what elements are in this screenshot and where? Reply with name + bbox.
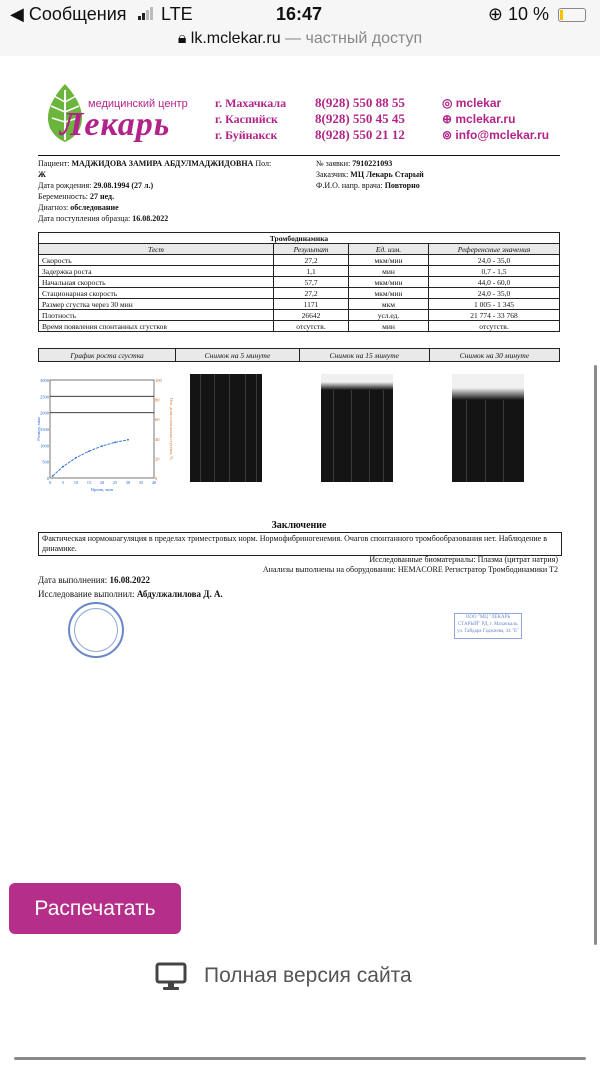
back-to-app-link[interactable]: ◀ Сообщения (10, 4, 127, 24)
phone-link[interactable]: 8(928) 550 45 45 (315, 111, 405, 126)
desktop-icon (155, 962, 187, 992)
lab-report (30, 78, 570, 638)
data-point (88, 450, 90, 452)
private-browsing-note: — частный доступ (280, 30, 423, 47)
result-value: 1,1 (274, 266, 349, 277)
order-customer: МЦ Лекарь Старый (350, 170, 424, 179)
test-name: Задержка роста (39, 266, 274, 277)
column-header: Тест (39, 244, 274, 255)
plot-area (50, 380, 154, 478)
patient-name: МАДЖИДОВА ЗАМИРА АБДУЛМАДЖИДОВНА (71, 159, 254, 168)
order-number: 7910221093 (352, 159, 393, 168)
x-tick-label: 40 (151, 480, 157, 485)
column-header: Референсные значения (429, 244, 560, 255)
y-tick-label: 1000 (40, 443, 49, 449)
logo-subtitle: медицинский центр (88, 98, 188, 110)
x-tick-label: 15 (86, 480, 92, 485)
column-header: Ед. изм. (349, 244, 429, 255)
y-tick-label: 3000 (40, 378, 49, 383)
completion-date-value: 16.08.2022 (109, 575, 151, 585)
reference-range: 24,0 - 35,0 (429, 288, 560, 299)
reference-range: 44,0 - 60,0 (429, 277, 560, 288)
lock-icon: 🔒︎ (177, 30, 187, 47)
table-row (39, 288, 560, 299)
data-point (114, 441, 116, 443)
label: № заявки: (316, 159, 353, 168)
table-row (39, 277, 560, 288)
clock: 16:47 (276, 4, 323, 24)
test-name: Скорость (39, 255, 274, 266)
y2-tick-label: 0 (155, 476, 158, 481)
patient-info (38, 158, 308, 224)
table-title: Тромбодинамика (39, 233, 560, 244)
column-header: Результат (274, 244, 349, 255)
snapshot-5-min (190, 374, 262, 482)
y-tick-label: 500 (42, 459, 49, 465)
print-button[interactable]: Распечатать (9, 883, 181, 934)
results-table (38, 232, 560, 332)
column-header: График роста сгустка (39, 349, 176, 362)
table-row (39, 266, 560, 277)
clinic-cities (215, 95, 286, 143)
label: Диагноз: (38, 203, 71, 212)
patient-pregnancy: 27 нед. (90, 192, 115, 201)
label: Ф.И.О. напр. врача: (316, 181, 385, 190)
reference-range: отсутств. (429, 321, 560, 332)
x-axis-label: Время, мин (90, 487, 114, 492)
patient-diagnosis: обследование (70, 203, 119, 212)
result-value: 1171 (274, 299, 349, 310)
data-point (62, 466, 64, 468)
test-name: Начальная скорость (39, 277, 274, 288)
data-point (52, 475, 54, 477)
unit: мин (349, 266, 429, 277)
result-value: отсутств. (274, 321, 349, 332)
url-bar[interactable] (0, 28, 600, 56)
test-name: Плотность (39, 310, 274, 321)
unit: мкм/мин (349, 255, 429, 266)
y2-tick-label: 100 (155, 378, 162, 383)
reference-range: 0,7 - 1,5 (429, 266, 560, 277)
clinic-phones (315, 95, 405, 143)
sample-received-date: 16.08.2022 (132, 214, 169, 223)
y2-tick-label: 40 (155, 436, 160, 442)
conclusion-text: Фактическая нормокоагуляция в пределах триместровых норм. Нормофибриногенемия. Очагов спонтанного тромбообразования нет. Наблюдение в динамике. (38, 532, 562, 556)
orientation-lock-icon: ⊕ (487, 4, 503, 24)
equipment: Анализы выполнены на оборудовании: HEMACORE Регистратор Тромбодинамики Т2 (262, 565, 558, 574)
column-header: Снимок на 5 минуте (176, 349, 299, 362)
result-value: 27,2 (274, 255, 349, 266)
city: г. Каспийск (215, 112, 278, 126)
label: Дата поступления образца: (38, 214, 133, 223)
reference-range: 21 774 - 33 768 (429, 310, 560, 321)
result-value: 26642 (274, 310, 349, 321)
analysis-details (263, 555, 558, 575)
patient-dob: 29.08.1994 (27 л.) (93, 181, 154, 190)
phone-link[interactable]: 8(928) 550 21 12 (315, 127, 405, 142)
test-name: Стационарная скорость (39, 288, 274, 299)
result-value: 27,2 (274, 288, 349, 299)
patient-sex: Ж (38, 170, 46, 179)
unit: усл.ед. (349, 310, 429, 321)
y2-tick-label: 20 (155, 456, 160, 462)
reference-range: 1 005 - 1 345 (429, 299, 560, 310)
round-stamp (68, 602, 124, 658)
clinic-contacts (442, 95, 549, 143)
column-header: Снимок на 30 минуте (429, 349, 559, 362)
label: Дата выполнения: (38, 575, 110, 585)
phone-link[interactable]: 8(928) 550 88 55 (315, 95, 405, 110)
x-tick-label: 10 (73, 480, 79, 485)
test-name: Время появления спонтанных сгустков (39, 321, 274, 332)
label: Заказчик: (316, 170, 351, 179)
table-row (39, 310, 560, 321)
city: г. Буйнакск (215, 128, 278, 142)
email-link[interactable]: ⊚ info@mclekar.ru (442, 128, 550, 142)
y2-axis-label: Отн. доля спонтанных сгустков, % (169, 398, 174, 460)
snapshot-15-min (321, 374, 393, 482)
column-header: Снимок на 15 минуте (299, 349, 429, 362)
x-tick-label: 35 (138, 480, 144, 485)
x-tick-label: 0 (48, 480, 52, 485)
x-tick-label: 30 (125, 480, 131, 485)
order-info (316, 158, 556, 191)
y2-tick-label: 80 (155, 397, 160, 403)
city: г. Махачкала (215, 96, 287, 110)
clot-growth-chart (36, 374, 176, 496)
referring-doctor: Повторно (384, 181, 420, 190)
performer-name: Абдулжалилова Д. А. (136, 589, 223, 599)
header-divider (38, 155, 560, 156)
table-row (39, 299, 560, 310)
test-name: Размер сгустка через 30 мин (39, 299, 274, 310)
y-tick-label: 2000 (40, 410, 49, 416)
data-point (127, 439, 129, 441)
table-row (39, 255, 560, 266)
result-value: 57,7 (274, 277, 349, 288)
website-link[interactable]: ⊕ mclekar.ru (442, 112, 516, 126)
x-tick-label: 25 (112, 480, 118, 485)
signal-icon (138, 4, 154, 25)
performer (38, 589, 223, 599)
snapshots-header (38, 348, 560, 362)
logo-name: Лекарь (60, 106, 171, 143)
y-tick-label: 0 (46, 476, 49, 481)
y-tick-label: 2500 (40, 394, 49, 400)
horizontal-scrollbar[interactable] (14, 1057, 586, 1060)
battery-percent: 10 % (507, 4, 549, 24)
y2-tick-label: 60 (155, 417, 160, 423)
label: Пациент: (38, 159, 72, 168)
completion-date (38, 575, 150, 585)
unit: мкм/мин (349, 288, 429, 299)
y-axis-label: Размер, мкм (36, 417, 41, 441)
snapshot-30-min (452, 374, 524, 482)
x-tick-label: 5 (61, 480, 65, 485)
network-type: LTE (161, 4, 193, 24)
biomaterial: Исследованные биоматериалы: Плазма (цитрат натрия) (369, 555, 558, 564)
instagram-link[interactable]: ◎ mclekar (442, 96, 502, 110)
y-tick-label: 1500 (40, 427, 49, 432)
full-version-label: Полная версия сайта (204, 964, 412, 987)
url-domain: lk.mclekar.ru (190, 30, 281, 47)
label: Пол: (253, 159, 272, 168)
label: Дата рождения: (38, 181, 94, 190)
reference-range: 24,0 - 35,0 (429, 255, 560, 266)
vertical-scrollbar[interactable] (594, 365, 597, 945)
rectangular-stamp: ООО "МЦ "ЛЕКАРЬ СТАРЫЙ" РД, г. Махачкала, ул. Гайдара Гаджиева, 34 "Б" (454, 613, 522, 639)
conclusion-title: Заключение (271, 520, 327, 531)
table-row (39, 321, 560, 332)
data-point (75, 457, 77, 459)
battery-icon (558, 8, 586, 22)
unit: мкм (349, 299, 429, 310)
label: Беременность: (38, 192, 90, 201)
unit: мкм/мин (349, 277, 429, 288)
x-tick-label: 20 (99, 480, 105, 485)
label: Исследование выполнил: (38, 589, 137, 599)
data-point (101, 445, 103, 447)
unit: мин (349, 321, 429, 332)
status-bar (0, 0, 600, 28)
